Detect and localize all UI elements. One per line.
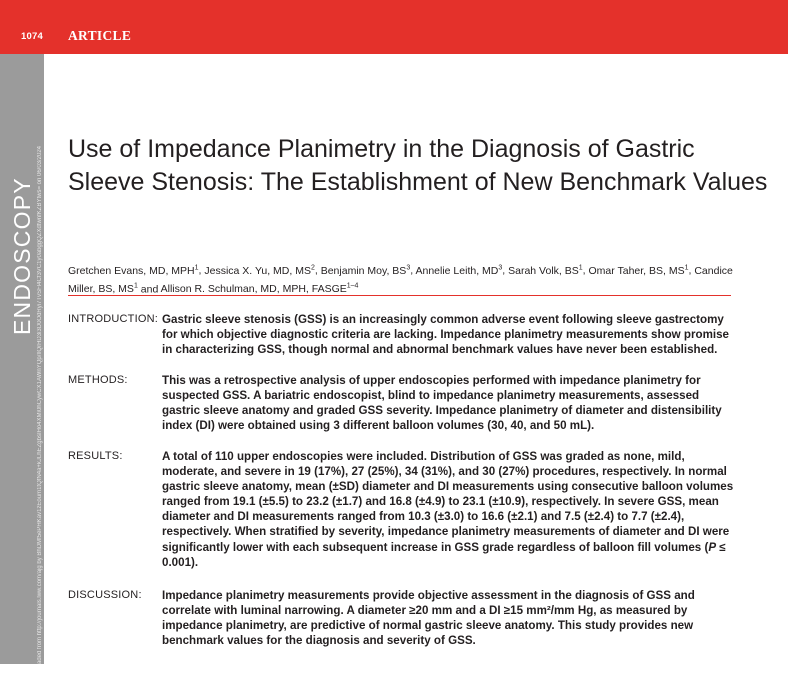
discussion-text: Impedance planimetry measurements provide objective assessment in the diagnosis of GSS and correlate with luminal narrowing. A diameter ≥20 mm and a DI ≥15 mm²/mm Hg, as measured by impedance planimetry, are predictive of normal gastric sleeve anatomy. This study provides new benchmark values for the diagnosis and severity of GSS. (162, 589, 695, 648)
journal-header-bar (0, 0, 788, 54)
author (589, 265, 689, 277)
author-list: Gretchen Evans, MD, MPH$^1$, Jessica X. Yu, MD, $MS^2$, Benjamin Moy, $BS^3$, Annelie Leith, $MD^3$, Sarah Volk, $BS^1$, Omar Taher, BS, $MS^1$, Candice Miller, BS, $MS^1$ and Allison R. Schulman, MD, MPH, FASGE$^{1-4}$ (68, 264, 733, 295)
article-title: Use of Impedance Planimetry in the Diagnosis of Gastric Sleeve Stenosis: The Establishment of New Benchmark Values (68, 135, 768, 196)
introduction-label: INTRODUCTION: (68, 313, 158, 325)
author-affiliation: 1 (684, 264, 689, 271)
journal-name: ENDOSCOPY (9, 177, 35, 335)
methods-label: METHODS: (68, 374, 128, 386)
page-number: 1074 (21, 31, 43, 42)
author (161, 283, 359, 295)
results-text-main: A total of 110 upper endoscopies were included. Distribution of GSS was graded as none, mild, moderate, and severe in 19 (17%), 27 (25%), 34 (31%), and 30 (27%) procedures, respectively. In normal gastric sleeve anatomy, mean (±SD) diameter and DI measurements using consecutive balloon volumes ranged from 19.1 (±5.5) to 23.2 (±1.7) and 16.8 (±4.9) to 23.1 (±10.9), respectively. In severe GSS, mean diameter and DI measurements ranged from 10.3 (±3.0) to 16.6 (±2.1) and 7.5 (±2.4) to 7.7 (±2.4), respectively. When stratified by severity, impedance planimetry measurements of diameter and DI were significantly lower with each subsequent increase in GSS grade regardless of balloon fill volumes ( (162, 450, 734, 554)
author-name: Allison R. Schulman, MD, MPH, FASGE (160, 283, 347, 295)
results-p-symbol: P (708, 540, 717, 554)
results-text (162, 449, 737, 570)
author-affiliation: 1 (194, 264, 199, 271)
author-name: Sarah Volk, BS (508, 264, 579, 277)
author (321, 265, 411, 277)
author-affiliation: 1–4 (346, 282, 359, 290)
journal-side-strip (0, 54, 44, 684)
discussion-label: DISCUSSION: (68, 589, 142, 601)
author (204, 265, 315, 277)
methods-text: This was a retrospective analysis of upper endoscopies performed with impedance planimetry for suspected GSS. A bariatric endoscopist, blind to impedance planimetry measurements, assessed gastric sleeve anatomy and graded GSS severity. Impedance planimetry of diameter and distensibility index (DI) were obtained using 3 different balloon volumes (30, 40, and 50 mL). (162, 374, 722, 433)
title-divider (68, 295, 731, 296)
download-note: Downloaded from http://journals.lww.com/ajg by BhDMf5ePHKav1zEoum1tQfN4a+kJLhEZgbsIHo4XMi0hCywCX1AWnYQp/IlQrHD3i3D0OdRyi7TvSFl4Cf3VC1y0abggQZXdtwnfKZBYtws= on 06/03/2024 (37, 145, 43, 684)
author-affiliation: 2 (310, 264, 315, 271)
author-name: Jessica X. Yu, MD, MS (204, 264, 311, 277)
results-text-end: ≤ 0.001). (162, 540, 726, 569)
author-name: Omar Taher, BS, MS (588, 264, 685, 277)
author-affiliation: 1 (578, 264, 583, 271)
author (415, 265, 502, 277)
author-affiliation: 3 (498, 264, 503, 271)
introduction-text: Gastric sleeve stenosis (GSS) is an increasingly common adverse event following sleeve gastrectomy for which objective diagnostic criteria are lacking. Impedance planimetry measurements show promise in characterizing GSS, though normal and abnormal benchmark values have never been established. (162, 313, 729, 357)
author-name: Candice Miller, BS, MS (68, 264, 733, 295)
section-label: ARTICLE (68, 28, 132, 43)
author-name: Benjamin Moy, BS (320, 264, 407, 277)
author-affiliation: 1 (133, 282, 138, 290)
results-label: RESULTS: (68, 450, 123, 462)
author (68, 265, 199, 277)
author-name: Gretchen Evans, MD, MPH (68, 264, 195, 277)
author-name: Annelie Leith, MD (415, 264, 499, 277)
author-affiliation: 3 (406, 264, 411, 271)
author (508, 265, 583, 277)
